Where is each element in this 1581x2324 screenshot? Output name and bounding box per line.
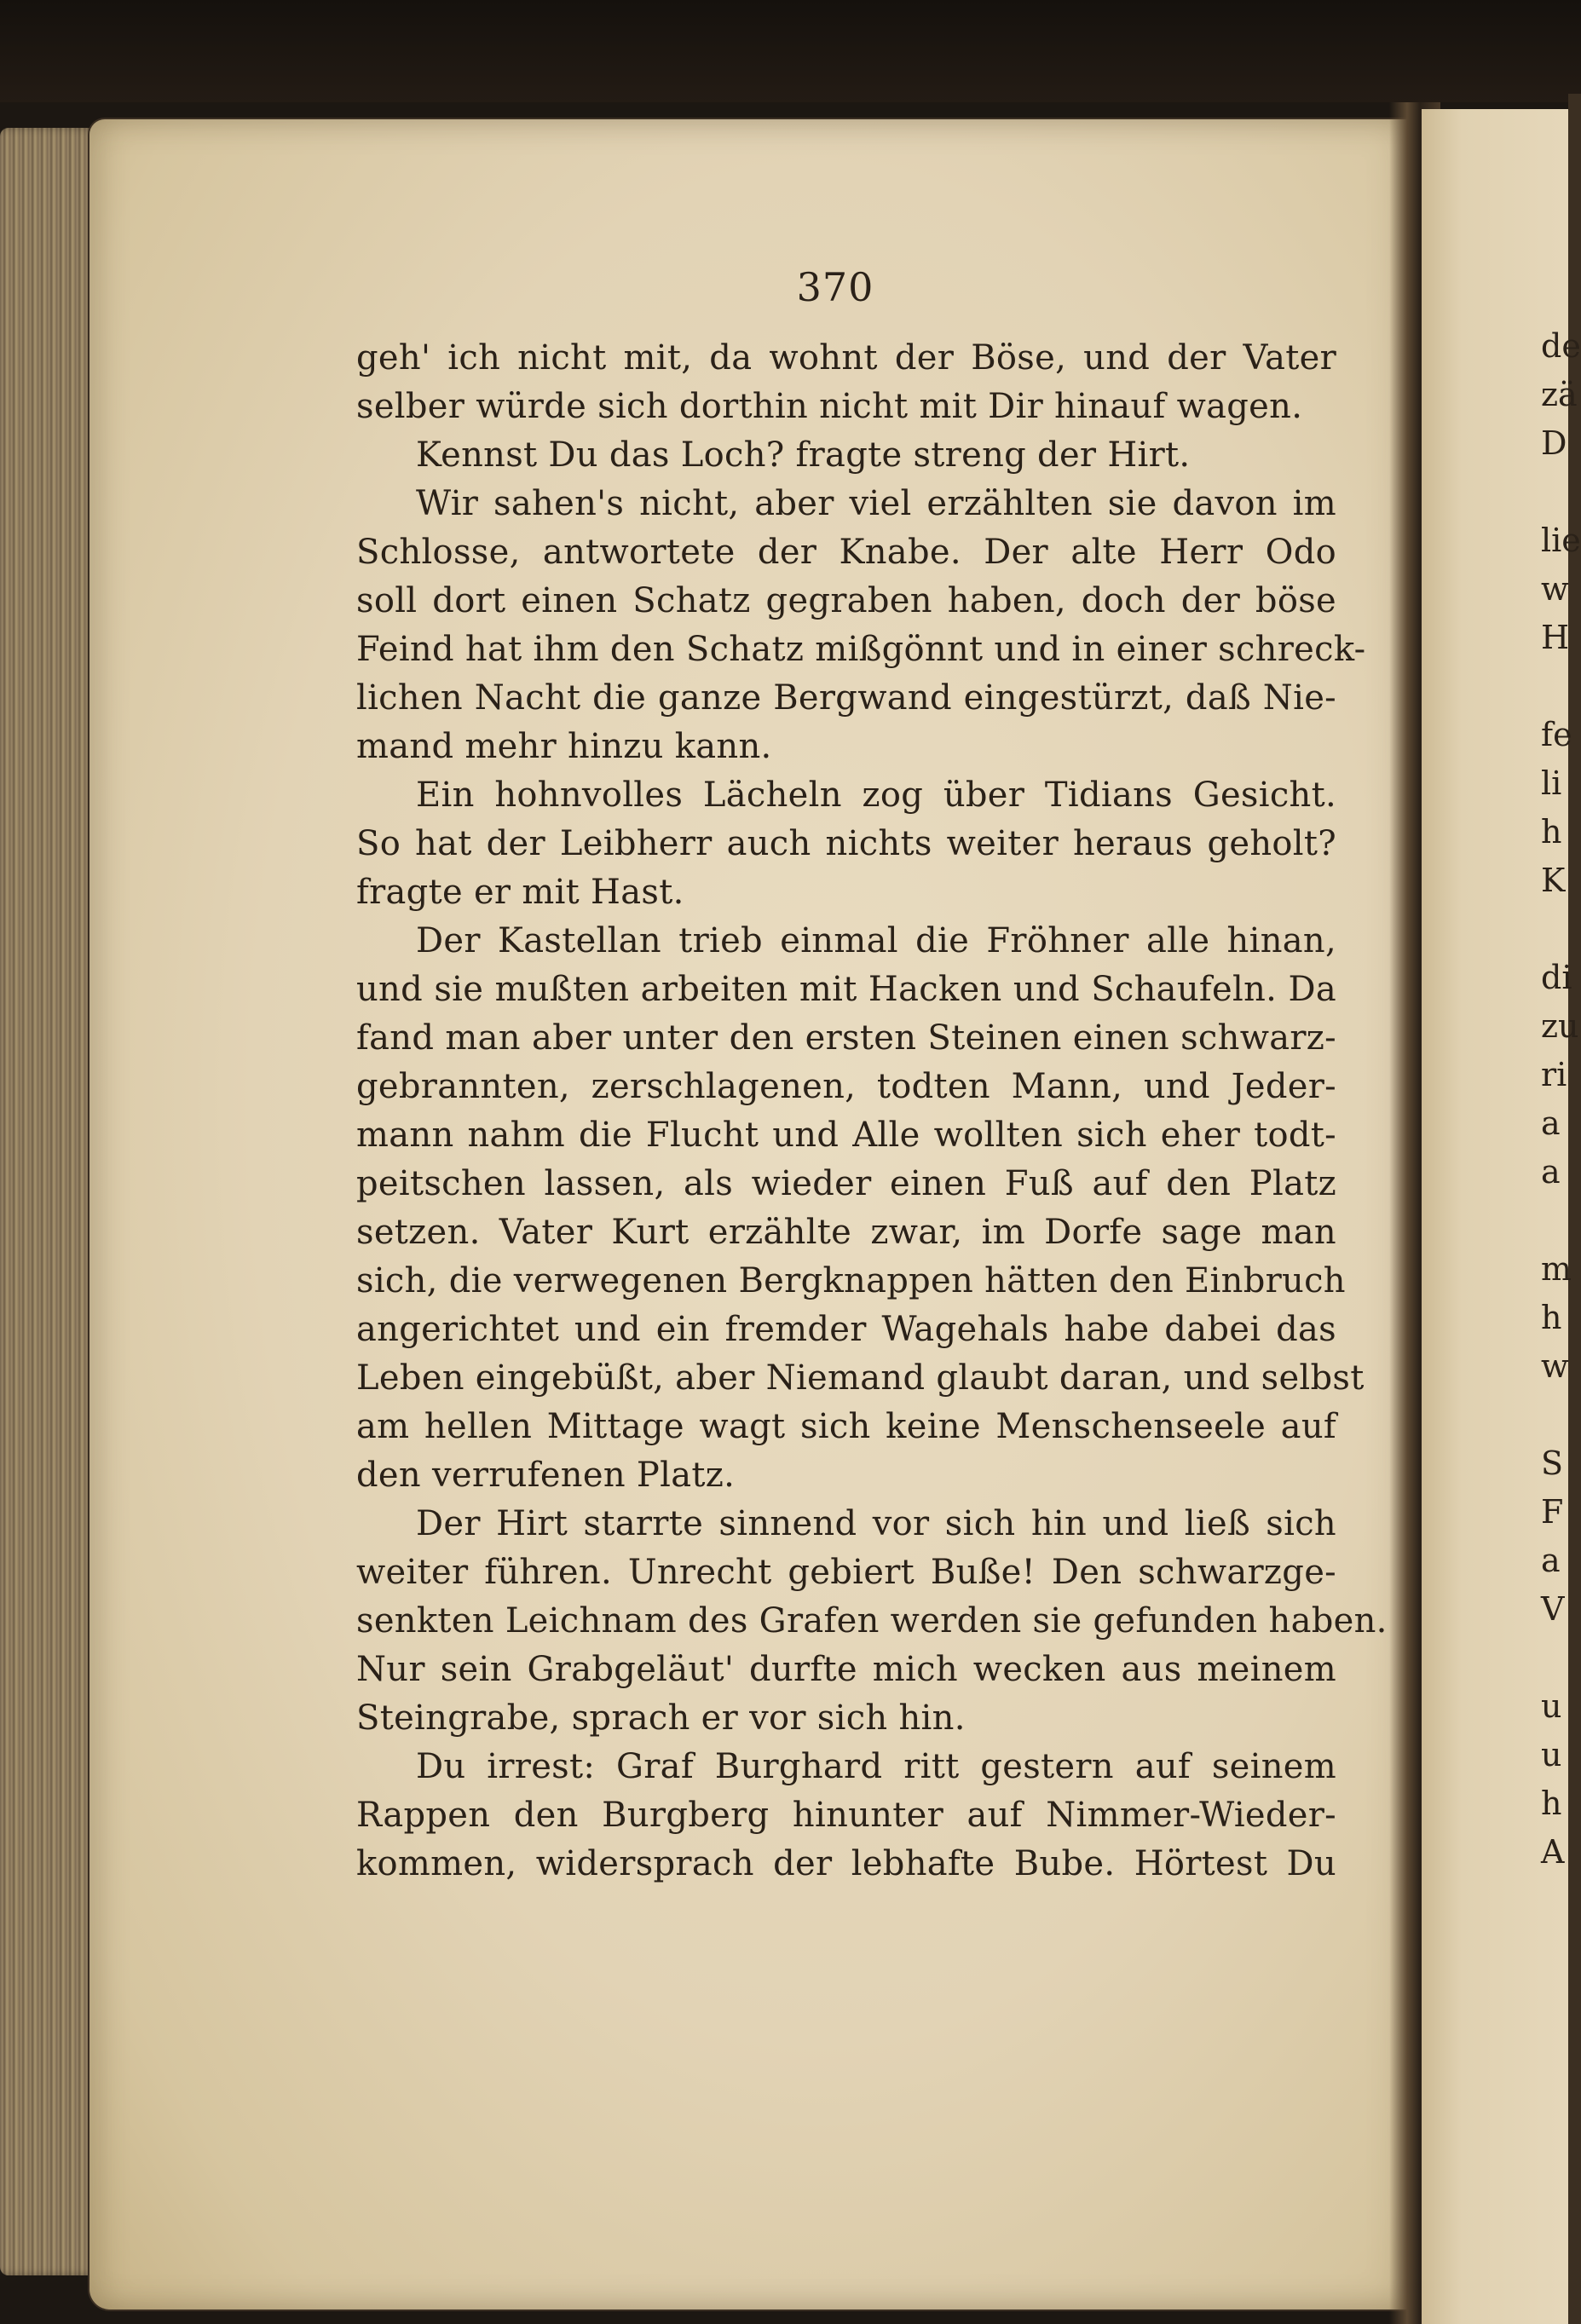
text-line: selber würde sich dorthin nicht mit Dir hinauf wagen. [356, 387, 1303, 426]
facing-text-fragment: S [1541, 1445, 1564, 1482]
text-line: lichen Nacht die ganze Bergwand eingestürzt, daß Nie- [356, 678, 1336, 718]
facing-text-fragment: a [1541, 1153, 1561, 1191]
text-line: geh' ich nicht mit, da wohnt der Böse, und der Vater [356, 338, 1336, 378]
text-line: am hellen Mittage wagt sich keine Menschenseele auf [356, 1407, 1336, 1446]
text-line: Kennst Du das Loch? fragte streng der Hirt. [416, 435, 1191, 475]
text-line: den verrufenen Platz. [356, 1456, 736, 1495]
facing-text-fragment: h [1541, 813, 1562, 851]
facing-text-fragment: ri [1541, 1056, 1567, 1093]
text-line: mand mehr hinzu kann. [356, 727, 772, 766]
facing-text-fragment: V [1541, 1590, 1565, 1628]
facing-text-fragment [1541, 1391, 1575, 1439]
page-edges [0, 128, 98, 2275]
facing-text-fragment: a [1541, 1542, 1561, 1579]
facing-text-fragment: zu [1541, 1007, 1579, 1045]
text-line: Nur sein Grabgeläut' durfte mich wecken aus meinem [356, 1650, 1336, 1689]
text-line: fand man aber unter den ersten Steinen einen schwarz- [356, 1018, 1336, 1058]
text-line: Schlosse, antwortete der Knabe. Der alte Herr Odo [356, 533, 1336, 572]
text-line: Der Kastellan trieb einmal die Fröhner alle hinan, [416, 921, 1336, 960]
facing-text-fragment: A [1541, 1833, 1565, 1871]
facing-text-fragment: h [1541, 1299, 1562, 1336]
facing-text-fragment: li [1541, 764, 1562, 802]
text-line: Der Hirt starrte sinnend vor sich hin und ließ sich [416, 1504, 1336, 1543]
facing-text-fragment: H [1541, 619, 1570, 656]
facing-text-fragment: de [1541, 327, 1581, 365]
text-line: sich, die verwegenen Bergknappen hätten den Einbruch [356, 1261, 1346, 1300]
facing-text-fragment [1541, 1197, 1575, 1245]
text-line: peitschen lassen, als wieder einen Fuß auf den Platz [356, 1164, 1336, 1203]
facing-text-fragment [1541, 1634, 1575, 1682]
facing-text-fragment: h [1541, 1785, 1562, 1822]
text-line: weiter führen. Unrecht gebiert Buße! Den schwarzge- [356, 1553, 1336, 1592]
facing-text-fragment: w [1541, 570, 1569, 608]
text-line: Wir sahen's nicht, aber viel erzählten sie davon im [416, 484, 1336, 523]
facing-page-text [1541, 322, 1581, 1877]
text-line: Du irrest: Graf Burghard ritt gestern auf seinem [416, 1747, 1336, 1786]
facing-text-fragment: D [1541, 424, 1567, 462]
page-text [356, 334, 1388, 1889]
facing-text-fragment: u [1541, 1736, 1562, 1773]
facing-text-fragment: lie [1541, 522, 1581, 559]
text-line: fragte er mit Hast. [356, 873, 684, 912]
text-line: So hat der Leibherr auch nichts weiter heraus geholt? [356, 824, 1336, 863]
facing-text-fragment: fe [1541, 716, 1572, 753]
text-line: setzen. Vater Kurt erzählte zwar, im Dorfe sage man [356, 1213, 1336, 1252]
text-line: Ein hohnvolles Lächeln zog über Tidians Gesicht. [416, 776, 1336, 815]
facing-text-fragment: a [1541, 1104, 1561, 1142]
facing-text-fragment: w [1541, 1347, 1569, 1385]
facing-text-fragment: u [1541, 1687, 1562, 1725]
background-surface [0, 0, 1581, 102]
facing-text-fragment [1541, 662, 1575, 711]
text-line: Steingrabe, sprach er vor sich hin. [356, 1698, 966, 1738]
text-line: und sie mußten arbeiten mit Hacken und Schaufeln. Da [356, 970, 1336, 1009]
facing-text-fragment: F [1541, 1493, 1564, 1531]
text-line: soll dort einen Schatz gegraben haben, doch der böse [356, 581, 1336, 620]
facing-text-fragment: m [1541, 1250, 1572, 1288]
text-line: Rappen den Burgberg hinunter auf Nimmer-Wieder- [356, 1796, 1336, 1835]
facing-text-fragment: di [1541, 959, 1572, 996]
facing-text-fragment: zä [1541, 376, 1578, 413]
text-line: senkten Leichnam des Grafen werden sie gefunden haben. [356, 1601, 1388, 1641]
page-number: 370 [796, 264, 874, 310]
facing-text-fragment [1541, 468, 1575, 516]
text-line: Feind hat ihm den Schatz mißgönnt und in einer schreck- [356, 630, 1366, 669]
text-line: gebrannten, zerschlagenen, todten Mann, und Jeder- [356, 1067, 1336, 1106]
facing-text-fragment [1541, 905, 1575, 954]
text-line: angerichtet und ein fremder Wagehals habe dabei das [356, 1310, 1336, 1349]
text-line: kommen, widersprach der lebhafte Bube. Hörtest Du [356, 1844, 1336, 1883]
facing-text-fragment: K [1541, 862, 1566, 899]
text-line: mann nahm die Flucht und Alle wollten sich eher todt- [356, 1116, 1336, 1155]
text-line: Leben eingebüßt, aber Niemand glaubt daran, und selbst [356, 1358, 1365, 1398]
